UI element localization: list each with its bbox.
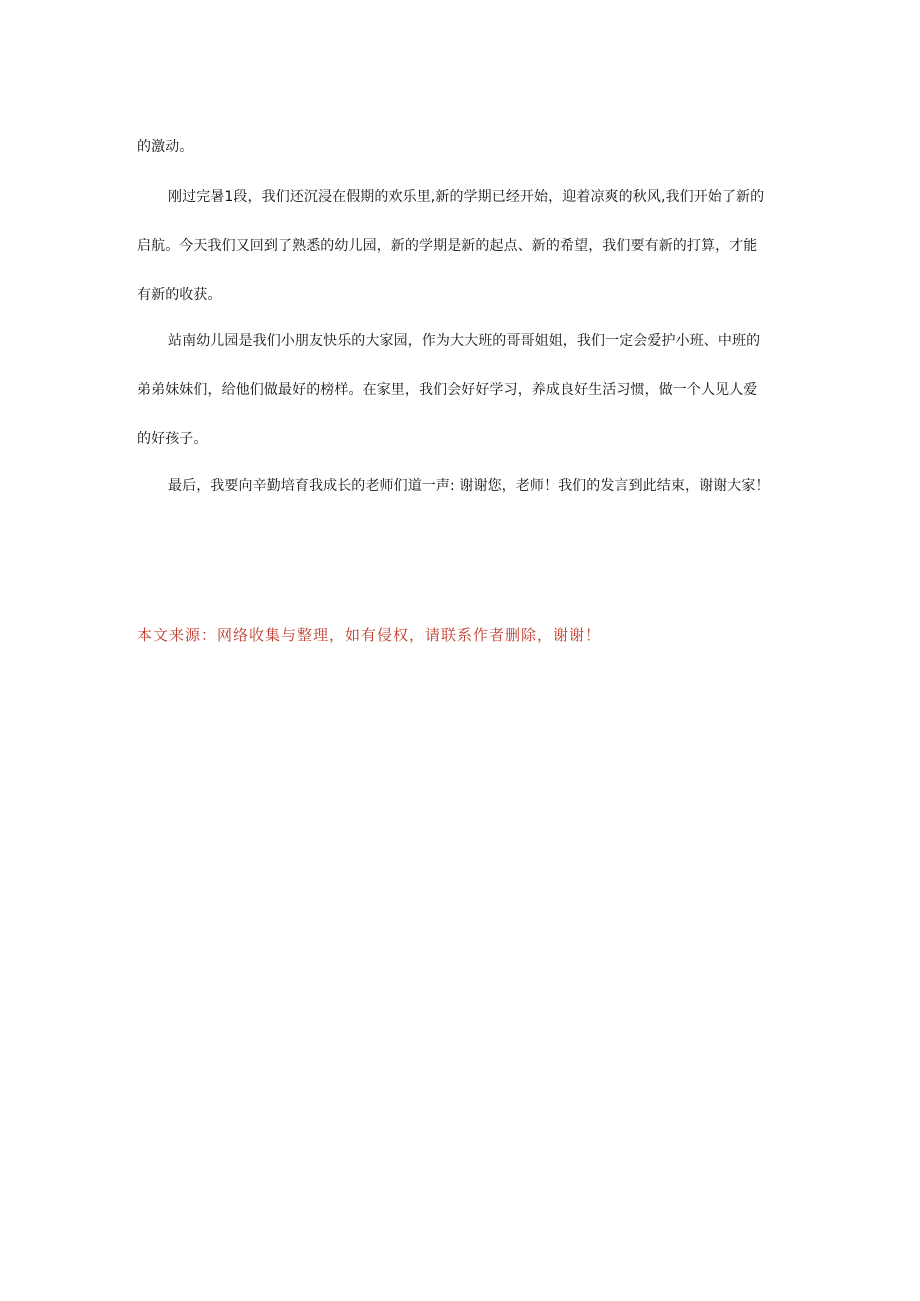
paragraph-2-line-0: 站南幼儿园是我们小朋友快乐的大家园，作为大大班的哥哥姐姐，我们一定会爱护小班、中班的 <box>168 333 761 349</box>
paragraph-3-line-0: 最后，我要向辛勤培育我成长的老师们道一声: 谢谢您，老师！我们的发言到此结束，谢谢大家！ <box>168 478 770 494</box>
paragraph-2-line-2: 的好孩子。 <box>137 431 208 447</box>
paragraph-2-line-1: 弟弟妹妹们，给他们做最好的榜样。在家里，我们会好好学习，养成良好生活习惯，做一个人见人爱 <box>137 382 758 398</box>
paragraph-0-line-0: 的激动。 <box>137 139 194 155</box>
paragraph-1-line-0: 刚过完暑1段，我们还沉浸在假期的欢乐里,新的学期已经开始，迎着凉爽的秋风,我们开始了新的 <box>168 189 765 205</box>
source-note: 本文来源：网络收集与整理，如有侵权，请联系作者删除，谢谢！ <box>137 626 602 644</box>
paragraph-1-line-2: 有新的收获。 <box>137 287 222 303</box>
paragraph-1-line-1: 启航。今天我们又回到了熟悉的幼儿园，新的学期是新的起点、新的希望，我们要有新的打算，才能 <box>137 238 758 254</box>
